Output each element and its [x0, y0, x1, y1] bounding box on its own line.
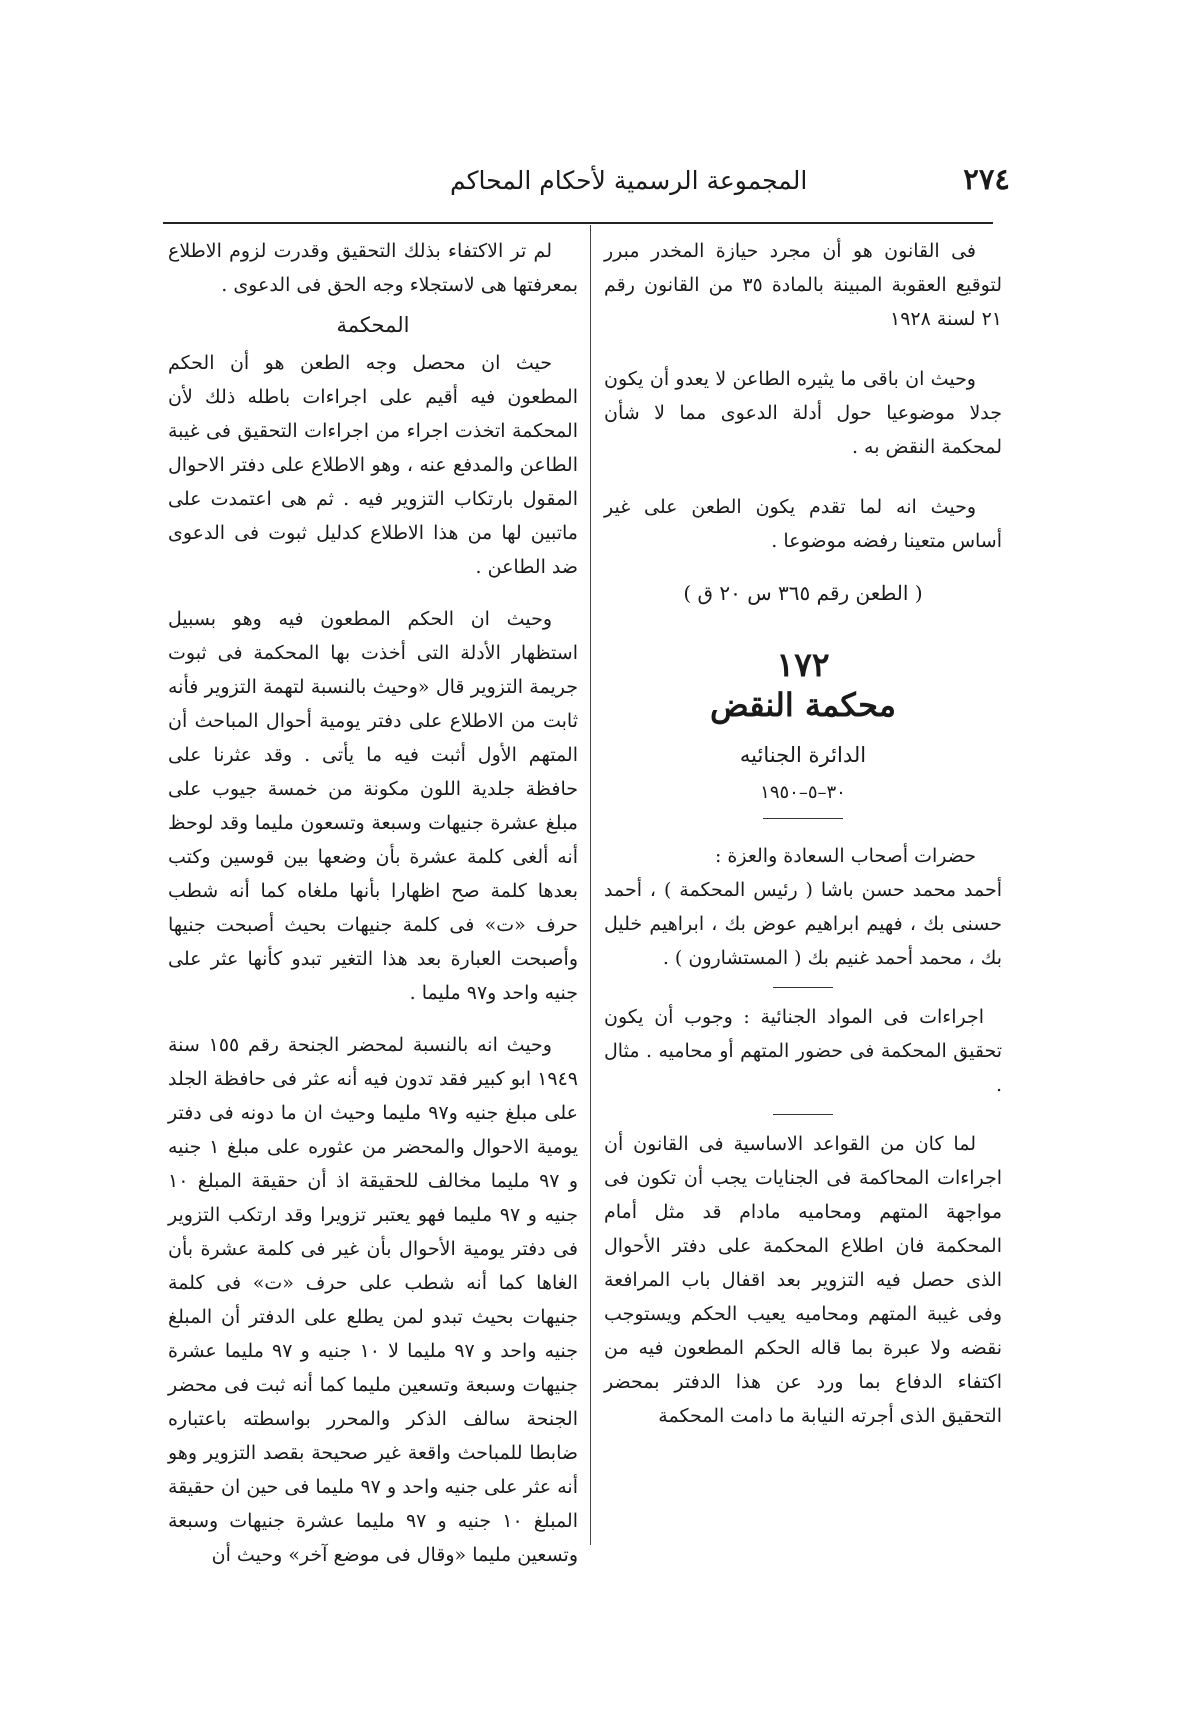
paragraph: وحيث انه بالنسبة لمحضر الجنحة رقم ١٥٥ سنة ١٩٤٩ ابو كبير فقد تدون فيه أنه عثر فى حافظة الجلد على مبلغ جنيه و٩٧ مليما وحيث ان ما دونه فى دفتر يومية الاحوال والمحضر من عثوره على مبلغ ١ جنيه و ٩٧ مليما مخالف للحقيقة اذ أن حقيقة المبلغ ١٠ جنيه و ٩٧ مليما فهو يعتبر تزويرا وقد ارتكب التزوير فى دفتر يومية الأحوال بأن غير فى كلمة عشرة بأن الغاها كما أنه شطب على حرف «ت» فى كلمة جنيهات بحيث تبدو لمن يطلع على الدفتر أن المبلغ جنيه واحد و ٩٧ مليما لا ١٠ جنيه و ٩٧ مليما عشرة جنيهات وسبعة وتسعين مليما كما أنه ثبت فى محضر الجنحة سالف الذكر والمحرر بواسطته باعتباره ضابطا للمباحث واقعة غير صحيحة بقصد التزوير وهو أنه عثر على جنيه واحد و ٩٧ مليما فى حين ان حقيقة المبلغ ١٠ جنيه و ٩٧ مليما عشرة جنيهات وسبعة وتسعين مليما «وقال فى موضع آخر» وحيث أن [168, 1034, 578, 1566]
paragraph: لما كان من القواعد الاساسية فى القانون أن اجراءات المحاكمة فى الجنايات يجب أن تكون فى مواجهة المتهم ومحاميه مادام قد مثل أمام المحكمة فان اطلاع المحكمة على دفتر الأحوال الذى حصل فيه التزوير بعد اقفال باب المرافعة وفى غيبة المتهم ومحاميه يعيب الحكم ويستوجب نقضه ولا عبرة بما قاله الحكم المطعون فيه من اكتفاء الدفاع بما ورد عن هذا الدفتر بمحضر التحقيق الذى أجرته النيابة ما دامت المحكمة [604, 1133, 1002, 1427]
court-name: محكمة النقض [710, 686, 896, 724]
divider [763, 818, 843, 819]
divider [773, 1114, 833, 1115]
page-header [150, 160, 1010, 212]
left-column [168, 234, 578, 1572]
running-title: المجموعة الرسمية لأحكام المحاكم [450, 166, 808, 195]
paragraph: لم تر الاكتفاء بذلك التحقيق وقدرت لزوم الاطلاع بمعرفتها هى لاستجلاء وجه الحق فى الدعوى . [168, 240, 578, 296]
judges-intro: حضرات أصحاب السعادة والعزة : [714, 845, 976, 867]
court-circuit: الدائرة الجنائيه [739, 743, 867, 767]
page-number: ٢٧٤ [963, 162, 1010, 196]
header-rule [163, 222, 993, 224]
paragraph: وحيث انه لما تقدم يكون الطعن على غير أساس متعينا رفضه موضوعا . [604, 496, 1002, 552]
right-column [604, 234, 1002, 1433]
judges-list: أحمد محمد حسن باشا ( رئيس المحكمة ) ، أحمد حسنى بك ، فهيم ابراهيم عوض بك ، ابراهيم خليل بك ، محمد أحمد غنيم بك ( المستشارون ) . [604, 879, 1002, 969]
paragraph: وحيث ان باقى ما يثيره الطاعن لا يعدو أن يكون جدلا موضوعيا حول أدلة الدعوى مما لا شأن لمحكمة النقض به . [604, 368, 1002, 458]
column-divider [590, 225, 591, 1545]
legal-summary: اجراءات فى المواد الجنائية : وجوب أن يكون تحقيق المحكمة فى حضور المتهم أو محاميه . مثال . [604, 1006, 1002, 1096]
divider [773, 987, 833, 988]
paragraph: فى القانون هو أن مجرد حيازة المخدر مبرر لتوقيع العقوبة المبينة بالمادة ٣٥ من القانون رقم ٢١ لسنة ١٩٢٨ [604, 240, 1002, 330]
paragraph: حيث ان محصل وجه الطعن هو أن الحكم المطعون فيه أقيم على اجراءات باطله ذلك لأن المحكمة اتخذت اجراء من اجراءات التحقيق فى غيبة الطاعن والمدفع عنه ، وهو الاطلاع على دفتر الاحوال المقول بارتكاب التزوير فيه . ثم هى اعتمدت على ماتبين لها من هذا الاطلاع كدليل ثبوت فى الدعوى ضد الطاعن . [168, 352, 578, 578]
case-number: ١٧٢ [776, 645, 830, 684]
paragraph: وحيث ان الحكم المطعون فيه وهو بسبيل استظهار الأدلة التى أخذت بها المحكمة فى ثبوت جريمة التزوير قال «وحيث بالنسبة لتهمة التزوير فأنه ثابت من الاطلاع على دفتر يومية أحوال المباحث أن المتهم الأول أثبت فيه ما يأتى . وقد عثرنا على حافظة جلدية اللون مكونة من خمسة جيوب على مبلغ عشرة جنيهات وسبعة وتسعون مليما وقد لوحظ أنه ألغى كلمة عشرة بأن وضعها بين قوسين وكتب بعدها كلمة صح اظهارا بأنها ملغاه كما أنه شطب حرف «ت» فى كلمة جنيهات بحيث أصبحت جنيها وأصبحت العبارة بعد هذا التغير تبدو كأنها عثر على جنيه واحد و٩٧ مليما . [168, 608, 578, 1004]
section-title: المحكمة [336, 313, 410, 337]
appeal-reference: ( الطعن رقم ٣٦٥ س ٢٠ ق ) [683, 581, 923, 605]
decision-date: ٣٠–٥–١٩٥٠ [760, 782, 846, 803]
